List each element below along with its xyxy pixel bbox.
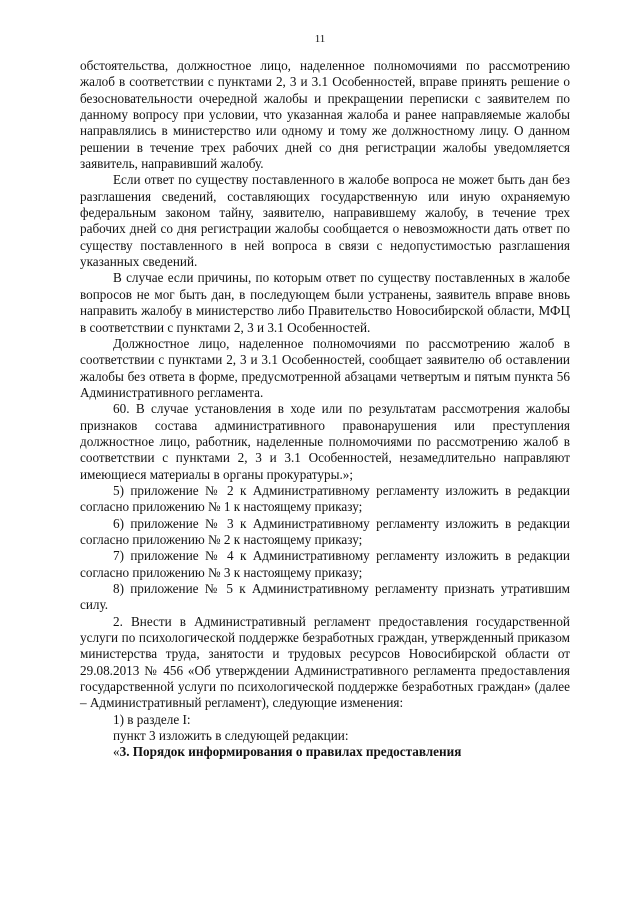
paragraph-4: Должностное лицо, наделенное полномочиями по рассмотрению жалоб в соответствии с пунктами 2, 3 и 3.1 Особенностей, сообщает заявителю об оставлении жалобы без ответа в форме, предусмотренной абзацами четвертым и пятым пункта 56 Административного регламента.: [80, 335, 570, 400]
heading-quote: «: [113, 744, 120, 760]
paragraph-9: 8) приложение № 5 к Административному регламенту признать утратившим силу.: [80, 581, 570, 613]
paragraph-10: 2. Внести в Административный регламент предоставления государственной услуги по психологической поддержке безработных граждан, утвержденный приказом министерства труда, занятости и трудовых ресурсов Новосибирской области от 29.08.2013 № 456 «Об утверждении Административного регламента предоставления государственной услуги по психологической поддержке безработных граждан» (далее – Административный регламент), следующие изменения:: [80, 613, 570, 711]
paragraph-2: Если ответ по существу поставленного в жалобе вопроса не может быть дан без разглашения сведений, составляющих государственную или иную охраняемую федеральным законом тайну, заявителю, направившему жалобу, в течение трех рабочих дней со дня регистрации жалобы сообщается о невозможности дать ответ по существу поставленного в ней вопроса в связи с недопустимостью разглашения указанных сведений.: [80, 172, 570, 270]
document-body: [80, 58, 570, 761]
heading-text: 3. Порядок информирования о правилах предоставления: [119, 744, 462, 760]
paragraph-7: 6) приложение № 3 к Административному регламенту изложить в редакции согласно приложению № 2 к настоящему приказу;: [80, 515, 570, 547]
paragraph-6: 5) приложение № 2 к Административному регламенту изложить в редакции согласно приложению № 1 к настоящему приказу;: [80, 482, 570, 515]
paragraph-3: В случае если причины, по которым ответ по существу поставленных в жалобе вопросов не мог быть дан, в последующем были устранены, заявитель вправе вновь направить жалобу в министерство либо Правительство Новосибирской области, МФЦ в соответствии с пунктами 2, 3 и 3.1 Особенностей.: [80, 270, 570, 335]
section-heading: [80, 744, 570, 760]
paragraph-8: 7) приложение № 4 к Административному регламенту изложить в редакции согласно приложению № 3 к настоящему приказу;: [80, 548, 570, 580]
paragraph-1: обстоятельства, должностное лицо, наделенное полномочиями по рассмотрению жалоб в соответствии с пунктами 2, 3 и 3.1 Особенностей, вправе принять решение о безосновательности очередной жалобы и прекращении переписки с заявителем по данному вопросу при условии, что указанная жалоба и ранее направляемые жалобы направлялись в министерство или одному и тому же должностному лицу. О данном решении в течение трех рабочих дней со дня регистрации жалобы уведомляется заявитель, направивший жалобу.: [80, 58, 570, 172]
paragraph-11: 1) в разделе I:: [113, 711, 191, 727]
page-number: 11: [314, 33, 326, 45]
paragraph-12: пункт 3 изложить в следующей редакции:: [113, 728, 349, 744]
paragraph-5: 60. В случае установления в ходе или по результатам рассмотрения жалобы признаков состава административного правонарушения или преступления должностное лицо, работник, наделенные полномочиями по рассмотрению жалоб в соответствии с пунктами 2, 3 и 3.1 Особенностей, незамедлительно направляют имеющиеся материалы в органы прокуратуры.»;: [80, 401, 570, 482]
